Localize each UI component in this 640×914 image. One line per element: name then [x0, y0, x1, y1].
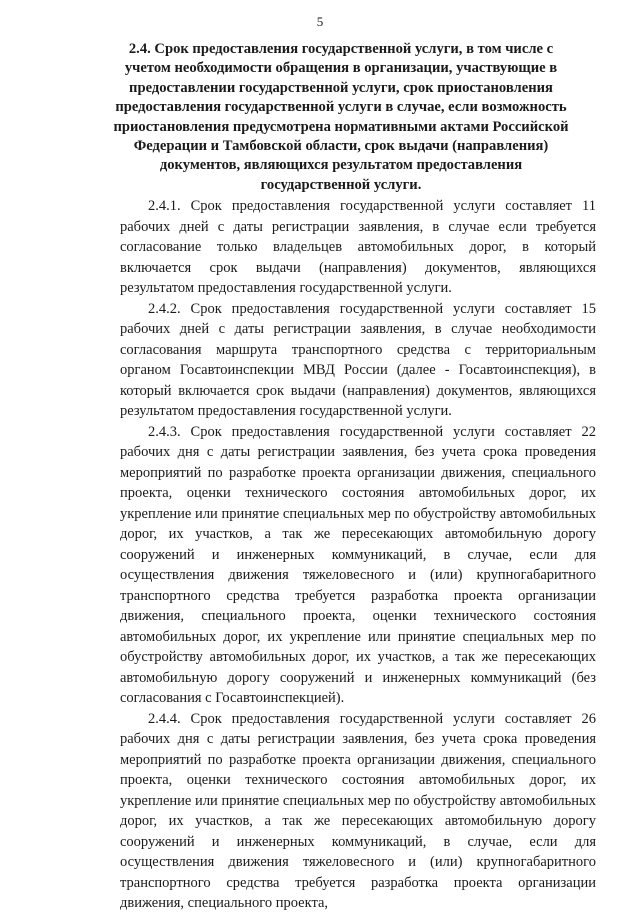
section-heading: 2.4. Срок предоставления государственной услуги, в том числе с учетом необходимости обращения в организации, участвующие в предоставлении государственной услуги, срок приостановления предоставления государственной услуги в случае, если возможность приостановления предусмотрена нормативными актами Российской Федерации и Тамбовской области, срок выдачи (направления) документов, являющихся результатом предоставления государственной услуги.	[113, 41, 569, 193]
paragraph-2-4-1: 2.4.1. Срок предоставления государственной услуги составляет 11 рабочих дней с даты регистрации заявления, в случае если требуется согласование только владельцев автомобильных дорог, в который включается срок выдачи (направления) документов, являющихся результатом предоставления государственной услуги.	[120, 198, 596, 296]
paragraph-2-4-3: 2.4.3. Срок предоставления государственной услуги составляет 22 рабочих дня с даты регистрации заявления, без учета срока проведения мероприятий по разработке проекта организации движения, специального проекта, оценки технического состояния автомобильных дорог, их укрепление или принятие специальных мер по обустройству автомобильных дорог, их участков, а так же пересекающих автомобильную дорогу сооружений и инженерных коммуникаций, в случае, если для осуществления движения тяжеловесного и (или) крупногабаритного транспортного средства требуется разработка проекта организации движения, специального проекта, оценки технического состояния автомобильных дорог, их укрепление или принятие специальных мер по обустройству автомобильных дорог, их участков, а так же пересекающих автомобильную дорогу сооружений и инженерных коммуникаций (без согласования с Госавтоинспекцией).	[120, 423, 596, 706]
paragraph-2-4-2: 2.4.2. Срок предоставления государственной услуги составляет 15 рабочих дней с даты регистрации заявления, в случае необходимости согласования маршрута транспортного средства с территориальным органом Госавтоинспекции МВД России (далее - Госавтоинспекция), в который включается срок выдачи (направления) документов, являющихся результатом предоставления государственной услуги.	[120, 300, 596, 419]
section-body	[120, 196, 596, 914]
paragraph-2-4-4: 2.4.4. Срок предоставления государственной услуги составляет 26 рабочих дня с даты регистрации заявления, без учета срока проведения мероприятий по разработке проекта организации движения, специального проекта, оценки технического состояния автомобильных дорог, их укрепление или принятие специальных мер по обустройству автомобильных дорог, их участков, а так же пересекающих автомобильную дорогу сооружений и инженерных коммуникаций, в случае, если для осуществления движения тяжеловесного и (или) крупногабаритного транспортного средства требуется разработка проекта организации движения, специального проекта,	[120, 710, 596, 911]
page-number: 5	[316, 14, 324, 29]
